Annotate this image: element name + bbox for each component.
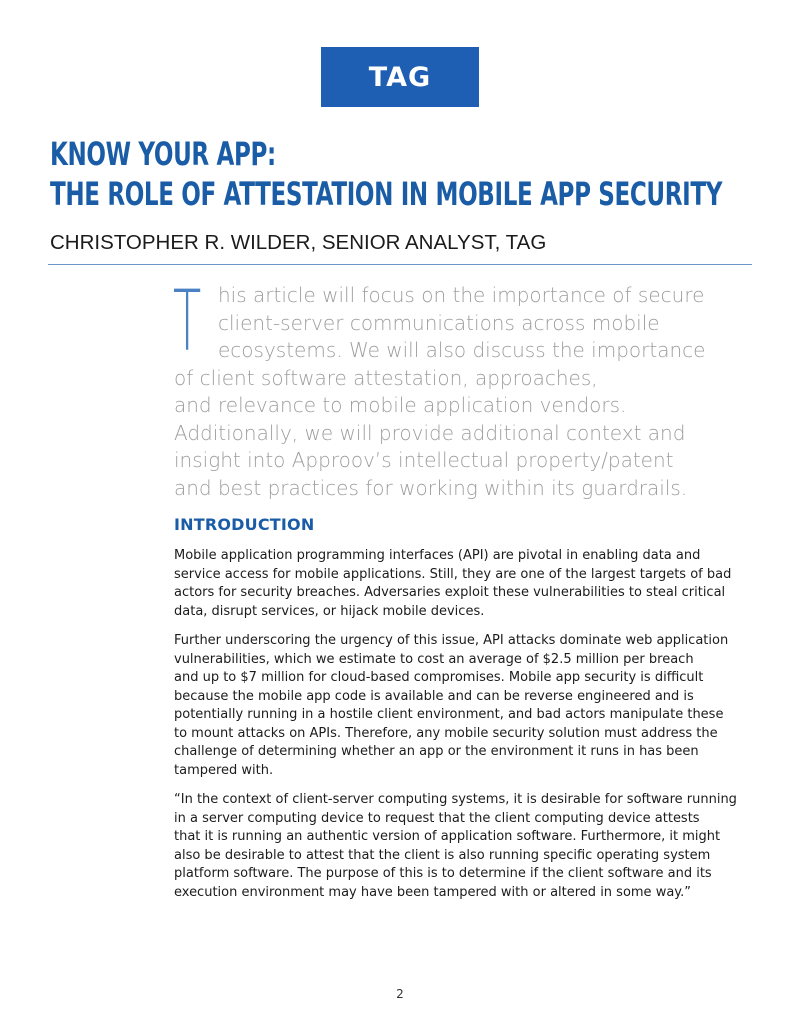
intro-line: Additionally, we will provide additional context and: [174, 420, 686, 445]
title-line-1: KNOW YOUR APP:: [50, 135, 276, 173]
body-line: that it is running an authentic version of application software. Furthermore, it might: [174, 829, 721, 844]
intro-line: his article will focus on the importance of secure: [218, 283, 705, 307]
body-paragraph-1: [174, 547, 764, 621]
body-line: platform software. The purpose of this is to determine if the client software and its: [174, 866, 712, 881]
body-line: also be desirable to attest that the client is also running specific operating system: [174, 847, 711, 863]
intro-line: and best practices for working within its guardrails.: [174, 475, 688, 500]
body-line: execution environment may have been tampered with or altered in some way.”: [174, 884, 691, 900]
body-line: tampered with.: [174, 762, 274, 778]
body-line: Mobile application programming interfaces (API) are pivotal in enabling data and: [174, 548, 701, 563]
body-line: actors for security breaches. Adversaries exploit these vulnerabilities to steal critical: [174, 585, 726, 600]
header-divider: [48, 264, 752, 265]
body-line: to mount attacks on APIs. Therefore, any mobile security solution must address the: [174, 725, 718, 741]
intro-line: client-server communications across mobile: [218, 310, 660, 335]
logo-text: TAG: [368, 61, 432, 93]
author-byline: CHRISTOPHER R. WILDER, SENIOR ANALYST, TAG: [50, 231, 547, 254]
page-number: 2: [396, 987, 404, 1001]
body-line: challenge of determining whether an app or the environment it runs in has been: [174, 744, 699, 759]
body-line: potentially running in a hostile client environment, and bad actors manipulate these: [174, 707, 724, 722]
body-line: “In the context of client-server computing systems, it is desirable for software running: [174, 792, 737, 807]
intro-line: and relevance to mobile application vendors.: [174, 393, 627, 417]
intro-line: insight into Approov’s intellectual property/patent: [174, 448, 674, 472]
body-line: Further underscoring the urgency of this issue, API attacks dominate web application: [174, 633, 729, 648]
section-heading: INTRODUCTION: [174, 515, 315, 534]
body-line: in a server computing device to request that the client computing device attests: [174, 810, 700, 826]
body-line: vulnerabilities, which we estimate to cost an average of $2.5 million per breach: [174, 651, 694, 667]
body-line: and up to $7 million for cloud-based compromises. Mobile app security is difficult: [174, 670, 704, 685]
drop-cap: T: [173, 272, 202, 370]
intro-paragraph: [174, 282, 774, 502]
title-line-2: THE ROLE OF ATTESTATION IN MOBILE APP SECURITY: [50, 175, 723, 213]
body-line: data, disrupt services, or hijack mobile devices.: [174, 603, 485, 619]
body-line: service access for mobile applications. Still, they are one of the largest targets of bad: [174, 566, 732, 582]
body-line: because the mobile app code is available and can be reverse engineered and is: [174, 688, 694, 704]
body-paragraph-2: [174, 632, 764, 780]
page-title: [50, 134, 723, 214]
intro-line: ecosystems. We will also discuss the importance: [218, 338, 706, 362]
intro-line: of client software attestation, approaches,: [174, 365, 598, 390]
tag-logo: [321, 47, 479, 107]
body-paragraph-3-quote: [174, 791, 764, 902]
